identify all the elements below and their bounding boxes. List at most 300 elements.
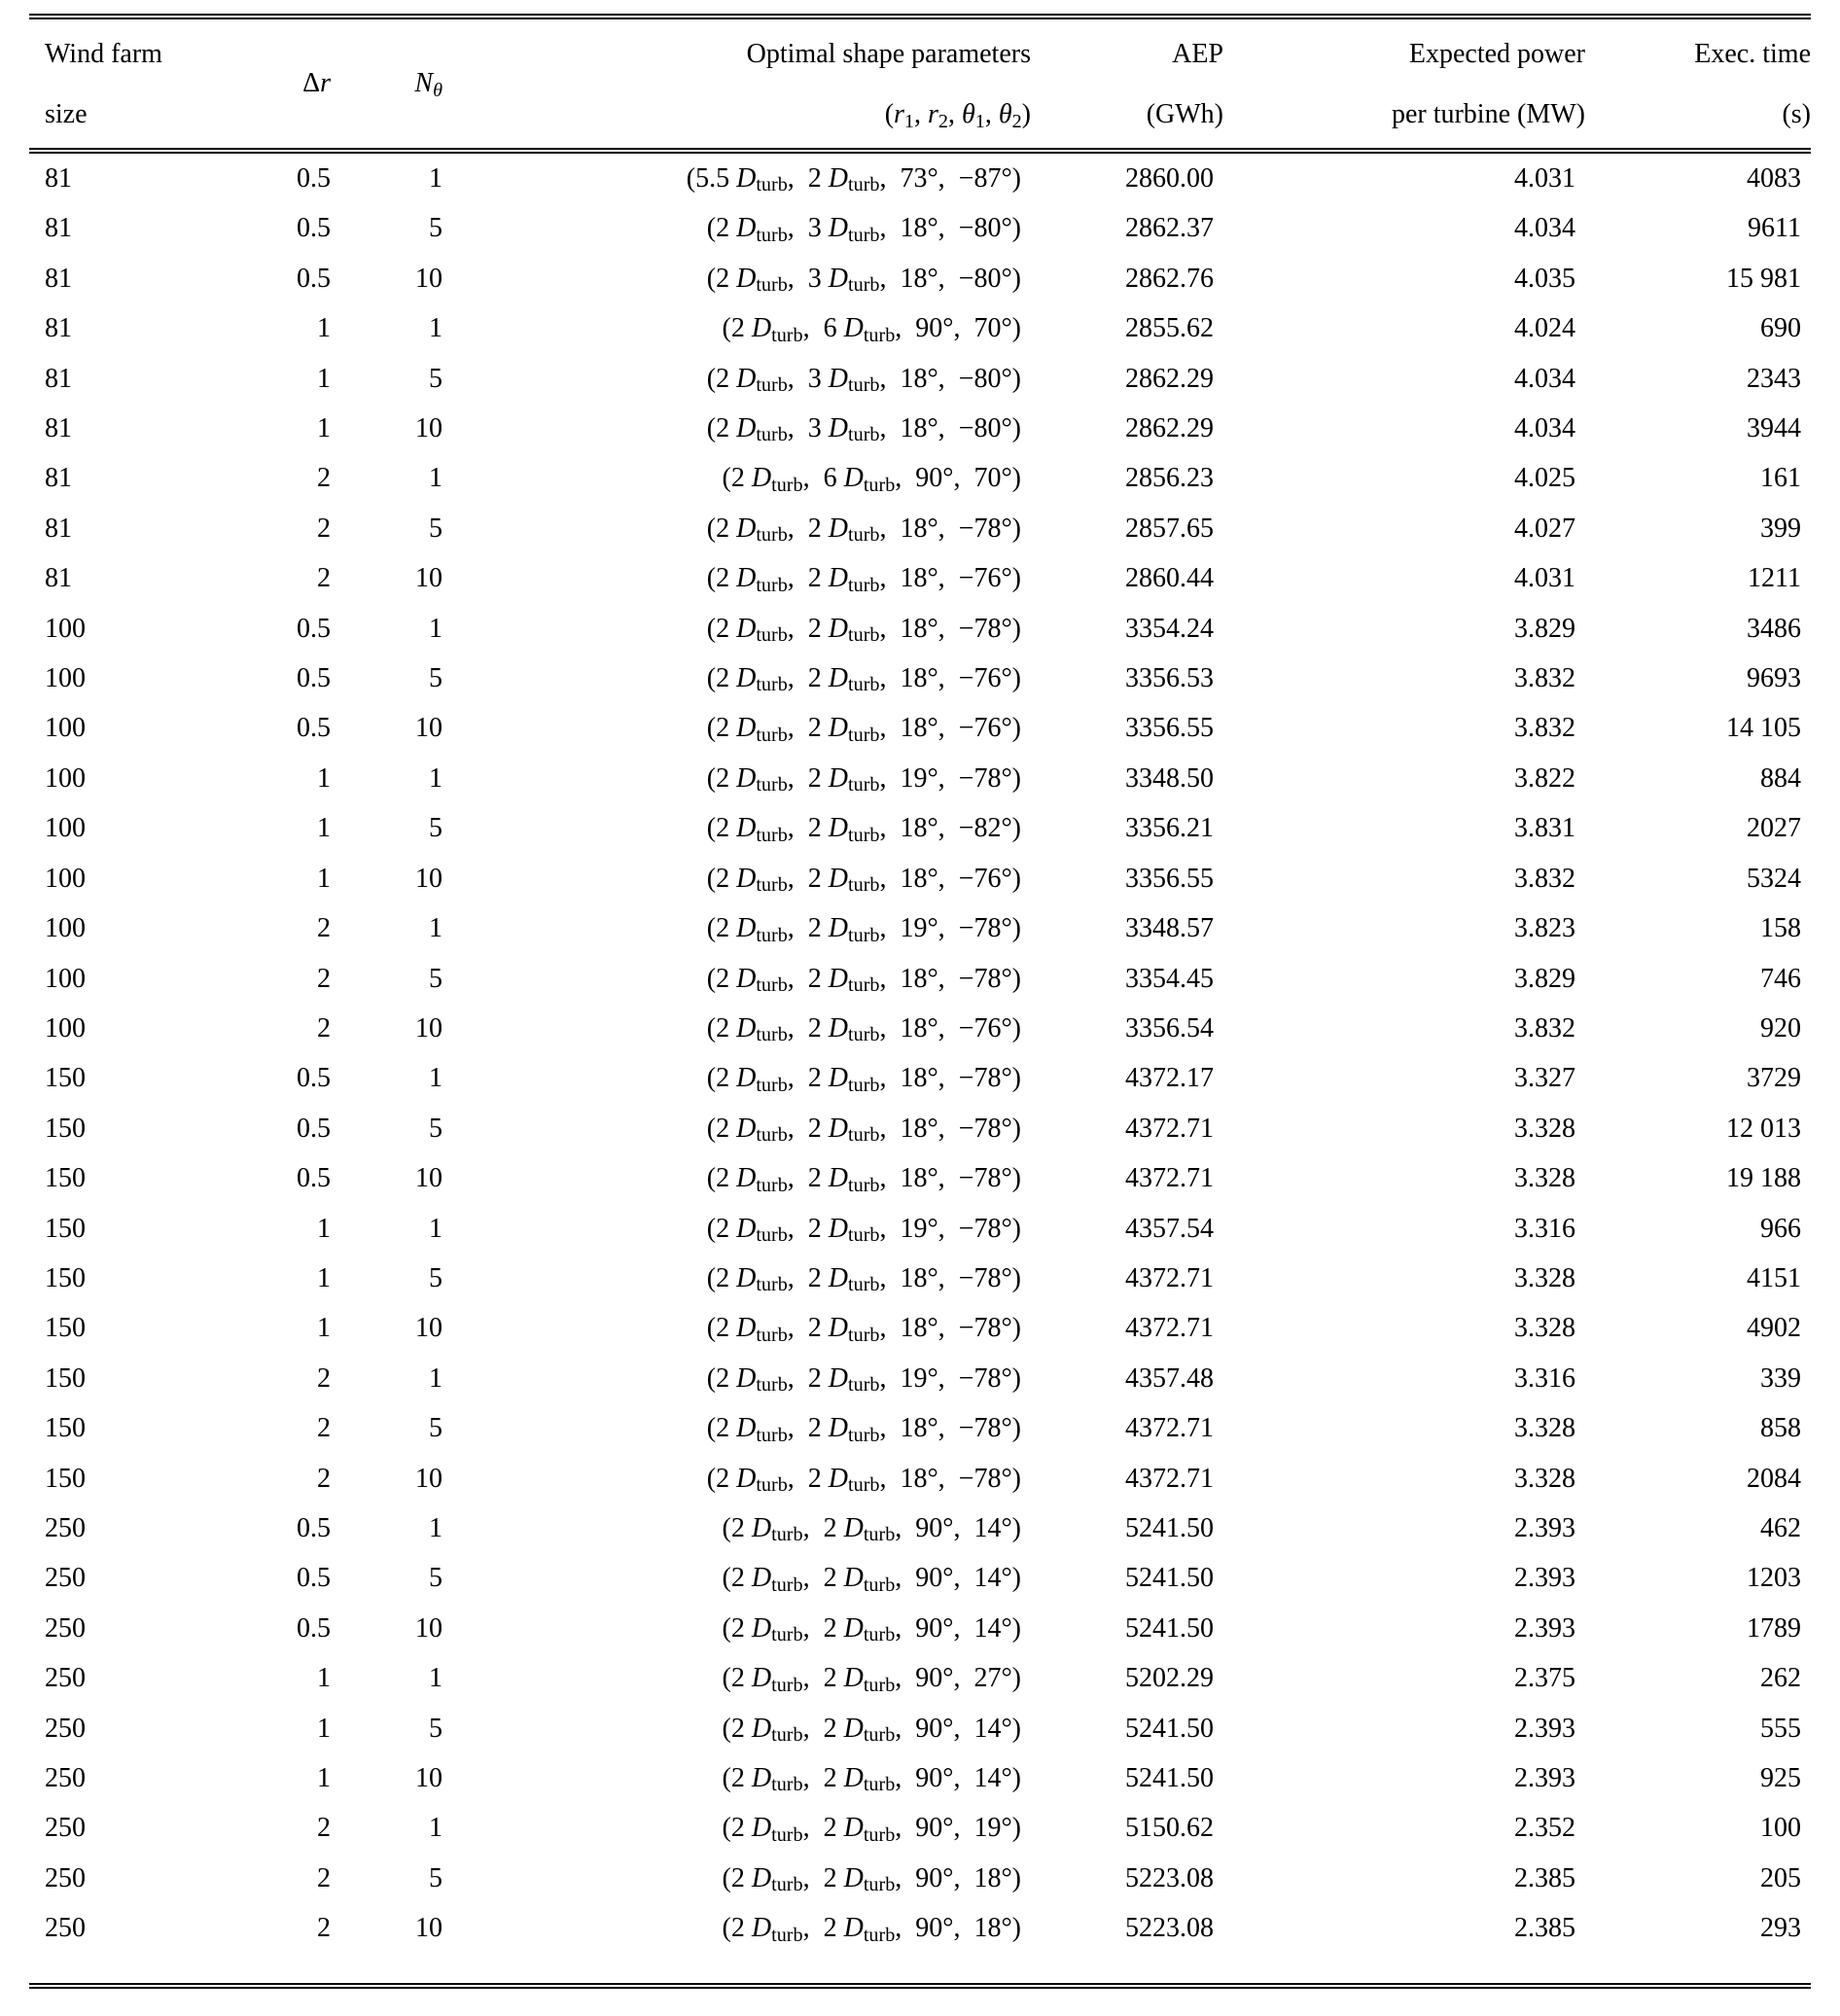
- cell-n-theta: 5: [429, 1862, 442, 1893]
- cell-delta-r: 1: [317, 1213, 331, 1244]
- cell-aep: 2857.65: [1125, 513, 1214, 544]
- table-row: [29, 1553, 1811, 1603]
- cell-delta-r: 2: [317, 463, 331, 494]
- cell-aep: 3348.57: [1125, 913, 1214, 944]
- cell-exec-time: 746: [1760, 963, 1801, 994]
- cell-aep: 4372.71: [1125, 1262, 1214, 1293]
- cell-shape-params: (2 $D_{turb}$, 3 $D_{turb}$, 18°, −80°): [706, 263, 1021, 297]
- cell-exec-time: 1203: [1747, 1563, 1801, 1594]
- cell-windfarm-size: 150: [45, 1213, 86, 1244]
- table-body: [29, 151, 1811, 1986]
- cell-aep: 4372.71: [1125, 1113, 1214, 1144]
- cell-exec-time: 5324: [1747, 863, 1801, 894]
- cell-aep: 2862.76: [1125, 263, 1214, 294]
- cell-exec-time: 205: [1760, 1862, 1801, 1893]
- cell-aep: 2862.37: [1125, 213, 1214, 244]
- table-row: [29, 453, 1811, 503]
- table-row: [29, 504, 1811, 553]
- table-row: [29, 654, 1811, 703]
- cell-exec-time: 9693: [1747, 663, 1801, 694]
- cell-expected-power: 4.031: [1514, 163, 1575, 194]
- cell-shape-params: (2 $D_{turb}$, 2 $D_{turb}$, 90°, 14°): [722, 1512, 1021, 1546]
- cell-aep: 4372.17: [1125, 1063, 1214, 1094]
- cell-aep: 3356.55: [1125, 713, 1214, 744]
- cell-n-theta: 10: [415, 1163, 442, 1194]
- aep-header-line1: AEP: [1172, 39, 1223, 69]
- cell-delta-r: 1: [317, 313, 331, 344]
- table-row: [29, 1454, 1811, 1503]
- cell-delta-r: 2: [317, 1862, 331, 1893]
- cell-delta-r: 2: [317, 1813, 331, 1844]
- wind-farm-results-table: [29, 14, 1811, 1989]
- cell-exec-time: 920: [1760, 1012, 1801, 1043]
- cell-n-theta: 5: [429, 813, 442, 844]
- cell-shape-params: (2 $D_{turb}$, 3 $D_{turb}$, 18°, −80°): [706, 413, 1021, 446]
- cell-exec-time: 19 188: [1726, 1163, 1801, 1194]
- cell-exec-time: 2343: [1747, 363, 1801, 394]
- cell-exec-time: 555: [1760, 1713, 1801, 1744]
- cell-windfarm-size: 150: [45, 1413, 86, 1444]
- cell-windfarm-size: 100: [45, 1012, 86, 1043]
- cell-shape-params: (2 $D_{turb}$, 2 $D_{turb}$, 90°, 18°): [722, 1862, 1021, 1896]
- table-row: [29, 203, 1811, 253]
- cell-shape-params: (2 $D_{turb}$, 6 $D_{turb}$, 90°, 70°): [722, 463, 1021, 496]
- cell-delta-r: 0.5: [297, 1063, 331, 1094]
- cell-expected-power: 4.025: [1514, 463, 1575, 494]
- table-row: [29, 803, 1811, 853]
- cell-n-theta: 10: [415, 1463, 442, 1494]
- cell-expected-power: 4.024: [1514, 313, 1575, 344]
- cell-n-theta: 10: [415, 1012, 442, 1043]
- col-header-aep: [1031, 17, 1223, 151]
- cell-delta-r: 2: [317, 1413, 331, 1444]
- cell-delta-r: 1: [317, 1763, 331, 1793]
- cell-shape-params: (2 $D_{turb}$, 2 $D_{turb}$, 19°, −78°): [706, 762, 1021, 796]
- cell-expected-power: 3.316: [1514, 1213, 1575, 1244]
- cell-expected-power: 3.832: [1514, 1012, 1575, 1043]
- cell-delta-r: 2: [317, 513, 331, 544]
- cell-exec-time: 1789: [1747, 1612, 1801, 1644]
- cell-n-theta: 5: [429, 663, 442, 694]
- cell-aep: 4372.71: [1125, 1463, 1214, 1494]
- table-row: [29, 1403, 1811, 1453]
- cell-shape-params: (2 $D_{turb}$, 2 $D_{turb}$, 18°, −82°): [706, 813, 1021, 846]
- table-row: [29, 1653, 1811, 1703]
- cell-windfarm-size: 100: [45, 863, 86, 894]
- cell-expected-power: 4.035: [1514, 263, 1575, 294]
- cell-exec-time: 9611: [1748, 213, 1801, 244]
- cell-windfarm-size: 100: [45, 762, 86, 794]
- cell-exec-time: 262: [1760, 1663, 1801, 1694]
- cell-aep: 2862.29: [1125, 363, 1214, 394]
- exec-time-header-line1: Exec. time: [1694, 39, 1811, 69]
- cell-expected-power: 2.385: [1514, 1862, 1575, 1893]
- cell-windfarm-size: 150: [45, 1113, 86, 1144]
- cell-delta-r: 1: [317, 413, 331, 444]
- cell-shape-params: (2 $D_{turb}$, 2 $D_{turb}$, 90°, 18°): [722, 1913, 1021, 1946]
- cell-n-theta: 10: [415, 413, 442, 444]
- table-row: [29, 404, 1811, 453]
- cell-windfarm-size: 100: [45, 713, 86, 744]
- windfarm-size-header-line2: size: [45, 99, 88, 130]
- windfarm-size-header-line1: Wind farm: [45, 39, 162, 69]
- cell-expected-power: 2.393: [1514, 1612, 1575, 1644]
- cell-shape-params: (2 $D_{turb}$, 2 $D_{turb}$, 18°, −78°): [706, 1163, 1021, 1196]
- cell-aep: 5223.08: [1125, 1913, 1214, 1944]
- cell-windfarm-size: 81: [45, 213, 72, 244]
- cell-exec-time: 14 105: [1726, 713, 1801, 744]
- cell-windfarm-size: 81: [45, 163, 72, 194]
- cell-delta-r: 1: [317, 1663, 331, 1694]
- table-row: [29, 903, 1811, 953]
- cell-n-theta: 5: [429, 1563, 442, 1594]
- cell-delta-r: 1: [317, 1262, 331, 1293]
- cell-expected-power: 4.027: [1514, 513, 1575, 544]
- cell-shape-params: (2 $D_{turb}$, 2 $D_{turb}$, 18°, −78°): [706, 1313, 1021, 1346]
- table-row: [29, 303, 1811, 353]
- cell-exec-time: 462: [1760, 1512, 1801, 1543]
- n-variable: N: [414, 68, 434, 99]
- cell-shape-params: (2 $D_{turb}$, 2 $D_{turb}$, 18°, −76°): [706, 863, 1021, 897]
- cell-exec-time: 4902: [1747, 1313, 1801, 1344]
- cell-windfarm-size: 81: [45, 263, 72, 294]
- table-container: [29, 14, 1811, 1989]
- cell-exec-time: 158: [1760, 913, 1801, 944]
- cell-expected-power: 4.031: [1514, 563, 1575, 594]
- cell-shape-params: (2 $D_{turb}$, 2 $D_{turb}$, 18°, −78°): [706, 1262, 1021, 1296]
- cell-shape-params: (2 $D_{turb}$, 2 $D_{turb}$, 90°, 14°): [722, 1763, 1021, 1796]
- cell-exec-time: 858: [1760, 1413, 1801, 1444]
- cell-n-theta: 5: [429, 1413, 442, 1444]
- cell-exec-time: 161: [1760, 463, 1801, 494]
- cell-n-theta: 10: [415, 713, 442, 744]
- cell-exec-time: 339: [1760, 1362, 1801, 1394]
- cell-delta-r: 0.5: [297, 713, 331, 744]
- cell-aep: 5241.50: [1125, 1763, 1214, 1793]
- cell-shape-params: (2 $D_{turb}$, 2 $D_{turb}$, 90°, 27°): [722, 1663, 1021, 1696]
- cell-delta-r: 1: [317, 813, 331, 844]
- cell-aep: 5241.50: [1125, 1563, 1214, 1594]
- cell-delta-r: 1: [317, 762, 331, 794]
- cell-aep: 5241.50: [1125, 1612, 1214, 1644]
- cell-shape-params: (2 $D_{turb}$, 2 $D_{turb}$, 18°, −78°): [706, 1463, 1021, 1496]
- shape-params-header-line1: Optimal shape parameters: [746, 39, 1031, 69]
- cell-windfarm-size: 150: [45, 1262, 86, 1293]
- cell-expected-power: 2.393: [1514, 1763, 1575, 1793]
- cell-windfarm-size: 81: [45, 413, 72, 444]
- cell-exec-time: 966: [1760, 1213, 1801, 1244]
- cell-shape-params: (2 $D_{turb}$, 2 $D_{turb}$, 18°, −76°): [706, 563, 1021, 596]
- cell-windfarm-size: 250: [45, 1713, 86, 1744]
- cell-n-theta: 1: [429, 1362, 442, 1394]
- cell-windfarm-size: 150: [45, 1313, 86, 1344]
- cell-expected-power: 3.328: [1514, 1163, 1575, 1194]
- cell-n-theta: 1: [429, 913, 442, 944]
- cell-exec-time: 884: [1760, 762, 1801, 794]
- cell-aep: 3354.24: [1125, 613, 1214, 644]
- cell-aep: 4357.48: [1125, 1362, 1214, 1394]
- cell-shape-params: (2 $D_{turb}$, 2 $D_{turb}$, 18°, −78°): [706, 1113, 1021, 1147]
- table-row: [29, 1803, 1811, 1853]
- cell-expected-power: 3.328: [1514, 1113, 1575, 1144]
- cell-aep: 3356.53: [1125, 663, 1214, 694]
- cell-shape-params: (2 $D_{turb}$, 2 $D_{turb}$, 18°, −78°): [706, 1413, 1021, 1446]
- table-row: [29, 1704, 1811, 1753]
- cell-windfarm-size: 81: [45, 463, 72, 494]
- cell-n-theta: 5: [429, 213, 442, 244]
- cell-aep: 5150.62: [1125, 1813, 1214, 1844]
- table-row: [29, 1153, 1811, 1203]
- cell-delta-r: 2: [317, 963, 331, 994]
- col-header-delta-r: [200, 17, 331, 151]
- cell-shape-params: (2 $D_{turb}$, 2 $D_{turb}$, 19°, −78°): [706, 1213, 1021, 1246]
- cell-shape-params: (2 $D_{turb}$, 2 $D_{turb}$, 90°, 19°): [722, 1813, 1021, 1846]
- cell-aep: 4372.71: [1125, 1313, 1214, 1344]
- cell-exec-time: 399: [1760, 513, 1801, 544]
- cell-delta-r: 0.5: [297, 1563, 331, 1594]
- table-row: [29, 954, 1811, 1004]
- cell-expected-power: 3.328: [1514, 1262, 1575, 1293]
- cell-aep: 4372.71: [1125, 1163, 1214, 1194]
- cell-delta-r: 0.5: [297, 613, 331, 644]
- cell-windfarm-size: 250: [45, 1612, 86, 1644]
- cell-windfarm-size: 81: [45, 363, 72, 394]
- expected-power-header-line2: per turbine (MW): [1391, 99, 1585, 130]
- cell-n-theta: 5: [429, 1262, 442, 1293]
- cell-aep: 5202.29: [1125, 1663, 1214, 1694]
- cell-exec-time: 3944: [1747, 413, 1801, 444]
- cell-shape-params: (2 $D_{turb}$, 2 $D_{turb}$, 18°, −76°): [706, 1012, 1021, 1046]
- cell-delta-r: 2: [317, 1012, 331, 1043]
- cell-delta-r: 1: [317, 1713, 331, 1744]
- cell-windfarm-size: 81: [45, 313, 72, 344]
- cell-windfarm-size: 100: [45, 663, 86, 694]
- cell-aep: 2855.62: [1125, 313, 1214, 344]
- cell-n-theta: 10: [415, 563, 442, 594]
- cell-expected-power: 2.393: [1514, 1713, 1575, 1744]
- table-row: [29, 1903, 1811, 1985]
- cell-windfarm-size: 150: [45, 1063, 86, 1094]
- cell-expected-power: 3.832: [1514, 663, 1575, 694]
- cell-shape-params: (2 $D_{turb}$, 2 $D_{turb}$, 18°, −78°): [706, 513, 1021, 547]
- cell-windfarm-size: 250: [45, 1663, 86, 1694]
- cell-n-theta: 10: [415, 263, 442, 294]
- cell-aep: 3356.54: [1125, 1012, 1214, 1043]
- cell-exec-time: 925: [1760, 1763, 1801, 1793]
- cell-expected-power: 3.823: [1514, 913, 1575, 944]
- table-row: [29, 1254, 1811, 1303]
- cell-windfarm-size: 81: [45, 513, 72, 544]
- cell-aep: 3354.45: [1125, 963, 1214, 994]
- cell-expected-power: 4.034: [1514, 213, 1575, 244]
- cell-windfarm-size: 100: [45, 813, 86, 844]
- cell-n-theta: 1: [429, 1213, 442, 1244]
- cell-exec-time: 293: [1760, 1913, 1801, 1944]
- cell-n-theta: 1: [429, 613, 442, 644]
- cell-expected-power: 3.831: [1514, 813, 1575, 844]
- cell-exec-time: 690: [1760, 313, 1801, 344]
- cell-exec-time: 3729: [1747, 1063, 1801, 1094]
- table-row: [29, 354, 1811, 404]
- cell-shape-params: (2 $D_{turb}$, 2 $D_{turb}$, 18°, −78°): [706, 1063, 1021, 1096]
- cell-exec-time: 12 013: [1726, 1113, 1801, 1144]
- header-row: [29, 17, 1811, 151]
- cell-expected-power: 3.328: [1514, 1463, 1575, 1494]
- cell-aep: 3356.55: [1125, 863, 1214, 894]
- theta-subscript: θ: [433, 79, 442, 101]
- cell-aep: 5223.08: [1125, 1862, 1214, 1893]
- col-header-expected-power: [1223, 17, 1585, 151]
- cell-n-theta: 5: [429, 363, 442, 394]
- table-row: [29, 1503, 1811, 1553]
- table-row: [29, 1854, 1811, 1903]
- cell-delta-r: 0.5: [297, 663, 331, 694]
- cell-delta-r: 1: [317, 863, 331, 894]
- r-variable: r: [320, 68, 331, 99]
- cell-shape-params: (2 $D_{turb}$, 2 $D_{turb}$, 18°, −76°): [706, 713, 1021, 746]
- cell-shape-params: (2 $D_{turb}$, 2 $D_{turb}$, 18°, −78°): [706, 963, 1021, 996]
- cell-aep: 2860.44: [1125, 563, 1214, 594]
- col-header-exec-time: [1585, 17, 1811, 151]
- cell-expected-power: 4.034: [1514, 363, 1575, 394]
- cell-n-theta: 1: [429, 762, 442, 794]
- table-row: [29, 703, 1811, 753]
- cell-exec-time: 4083: [1747, 163, 1801, 194]
- cell-n-theta: 10: [415, 863, 442, 894]
- cell-shape-params: (5.5 $D_{turb}$, 2 $D_{turb}$, 73°, −87°): [686, 163, 1021, 196]
- cell-exec-time: 2027: [1747, 813, 1801, 844]
- cell-n-theta: 10: [415, 1612, 442, 1644]
- cell-windfarm-size: 81: [45, 563, 72, 594]
- cell-n-theta: 1: [429, 463, 442, 494]
- cell-expected-power: 3.832: [1514, 863, 1575, 894]
- cell-shape-params: (2 $D_{turb}$, 2 $D_{turb}$, 18°, −76°): [706, 663, 1021, 696]
- table-row: [29, 1354, 1811, 1403]
- col-header-n-theta: [331, 17, 442, 151]
- cell-n-theta: 1: [429, 163, 442, 194]
- cell-n-theta: 1: [429, 313, 442, 344]
- cell-shape-params: (2 $D_{turb}$, 3 $D_{turb}$, 18°, −80°): [706, 363, 1021, 397]
- cell-delta-r: 2: [317, 1463, 331, 1494]
- cell-delta-r: 0.5: [297, 1512, 331, 1543]
- cell-n-theta: 1: [429, 1063, 442, 1094]
- cell-expected-power: 2.375: [1514, 1663, 1575, 1694]
- expected-power-header-line1: Expected power: [1408, 39, 1585, 69]
- shape-params-header-line2: ($r_1$, $r_2$, $\theta_1$, $\theta_2$): [884, 99, 1031, 132]
- cell-expected-power: 3.832: [1514, 713, 1575, 744]
- table-row: [29, 1303, 1811, 1353]
- cell-n-theta: 1: [429, 1512, 442, 1543]
- delta-symbol: Δ: [302, 68, 321, 99]
- table-header: [29, 17, 1811, 151]
- cell-windfarm-size: 100: [45, 913, 86, 944]
- cell-n-theta: 10: [415, 1913, 442, 1944]
- aep-header-line2: (GWh): [1146, 99, 1223, 130]
- cell-n-theta: 10: [415, 1313, 442, 1344]
- exec-time-header-line2: (s): [1782, 99, 1811, 130]
- table-row: [29, 754, 1811, 803]
- cell-windfarm-size: 150: [45, 1362, 86, 1394]
- cell-n-theta: 5: [429, 963, 442, 994]
- cell-aep: 2860.00: [1125, 163, 1214, 194]
- cell-n-theta: 1: [429, 1813, 442, 1844]
- cell-shape-params: (2 $D_{turb}$, 6 $D_{turb}$, 90°, 70°): [722, 313, 1021, 346]
- cell-aep: 2862.29: [1125, 413, 1214, 444]
- cell-windfarm-size: 250: [45, 1813, 86, 1844]
- cell-exec-time: 3486: [1747, 613, 1801, 644]
- cell-n-theta: 5: [429, 1713, 442, 1744]
- cell-expected-power: 3.327: [1514, 1063, 1575, 1094]
- cell-expected-power: 3.328: [1514, 1413, 1575, 1444]
- cell-aep: 5241.50: [1125, 1512, 1214, 1543]
- cell-n-theta: 1: [429, 1663, 442, 1694]
- cell-windfarm-size: 250: [45, 1913, 86, 1944]
- table-row: [29, 604, 1811, 654]
- cell-windfarm-size: 100: [45, 613, 86, 644]
- table-row: [29, 1104, 1811, 1153]
- cell-expected-power: 3.316: [1514, 1362, 1575, 1394]
- cell-expected-power: 3.829: [1514, 963, 1575, 994]
- table-row: [29, 854, 1811, 903]
- cell-aep: 4357.54: [1125, 1213, 1214, 1244]
- cell-expected-power: 3.328: [1514, 1313, 1575, 1344]
- cell-delta-r: 0.5: [297, 213, 331, 244]
- cell-shape-params: (2 $D_{turb}$, 2 $D_{turb}$, 19°, −78°): [706, 913, 1021, 946]
- table-row: [29, 1053, 1811, 1103]
- cell-shape-params: (2 $D_{turb}$, 2 $D_{turb}$, 90°, 14°): [722, 1612, 1021, 1646]
- cell-shape-params: (2 $D_{turb}$, 2 $D_{turb}$, 18°, −78°): [706, 613, 1021, 647]
- cell-windfarm-size: 150: [45, 1463, 86, 1494]
- cell-delta-r: 0.5: [297, 263, 331, 294]
- cell-expected-power: 2.393: [1514, 1563, 1575, 1594]
- col-header-windfarm-size: [29, 17, 200, 151]
- cell-windfarm-size: 250: [45, 1563, 86, 1594]
- cell-delta-r: 1: [317, 1313, 331, 1344]
- cell-windfarm-size: 250: [45, 1862, 86, 1893]
- cell-expected-power: 3.822: [1514, 762, 1575, 794]
- cell-n-theta: 10: [415, 1763, 442, 1793]
- cell-expected-power: 4.034: [1514, 413, 1575, 444]
- cell-aep: 3348.50: [1125, 762, 1214, 794]
- cell-aep: 2856.23: [1125, 463, 1214, 494]
- cell-shape-params: (2 $D_{turb}$, 2 $D_{turb}$, 19°, −78°): [706, 1362, 1021, 1397]
- cell-exec-time: 1211: [1748, 563, 1801, 594]
- cell-expected-power: 3.829: [1514, 613, 1575, 644]
- col-header-shape-params: [442, 17, 1031, 151]
- table-row: [29, 1753, 1811, 1803]
- cell-delta-r: 0.5: [297, 1612, 331, 1644]
- cell-aep: 5241.50: [1125, 1713, 1214, 1744]
- cell-delta-r: 1: [317, 363, 331, 394]
- cell-aep: 4372.71: [1125, 1413, 1214, 1444]
- cell-exec-time: 2084: [1747, 1463, 1801, 1494]
- cell-delta-r: 2: [317, 913, 331, 944]
- cell-expected-power: 2.352: [1514, 1813, 1575, 1844]
- cell-aep: 3356.21: [1125, 813, 1214, 844]
- cell-delta-r: 0.5: [297, 163, 331, 194]
- cell-shape-params: (2 $D_{turb}$, 2 $D_{turb}$, 90°, 14°): [722, 1713, 1021, 1747]
- cell-delta-r: 2: [317, 1913, 331, 1944]
- table-row: [29, 1604, 1811, 1653]
- cell-delta-r: 2: [317, 563, 331, 594]
- cell-expected-power: 2.393: [1514, 1512, 1575, 1543]
- table-row: [29, 553, 1811, 603]
- cell-windfarm-size: 250: [45, 1512, 86, 1543]
- cell-windfarm-size: 100: [45, 963, 86, 994]
- cell-expected-power: 2.385: [1514, 1913, 1575, 1944]
- table-row: [29, 254, 1811, 303]
- cell-n-theta: 5: [429, 1113, 442, 1144]
